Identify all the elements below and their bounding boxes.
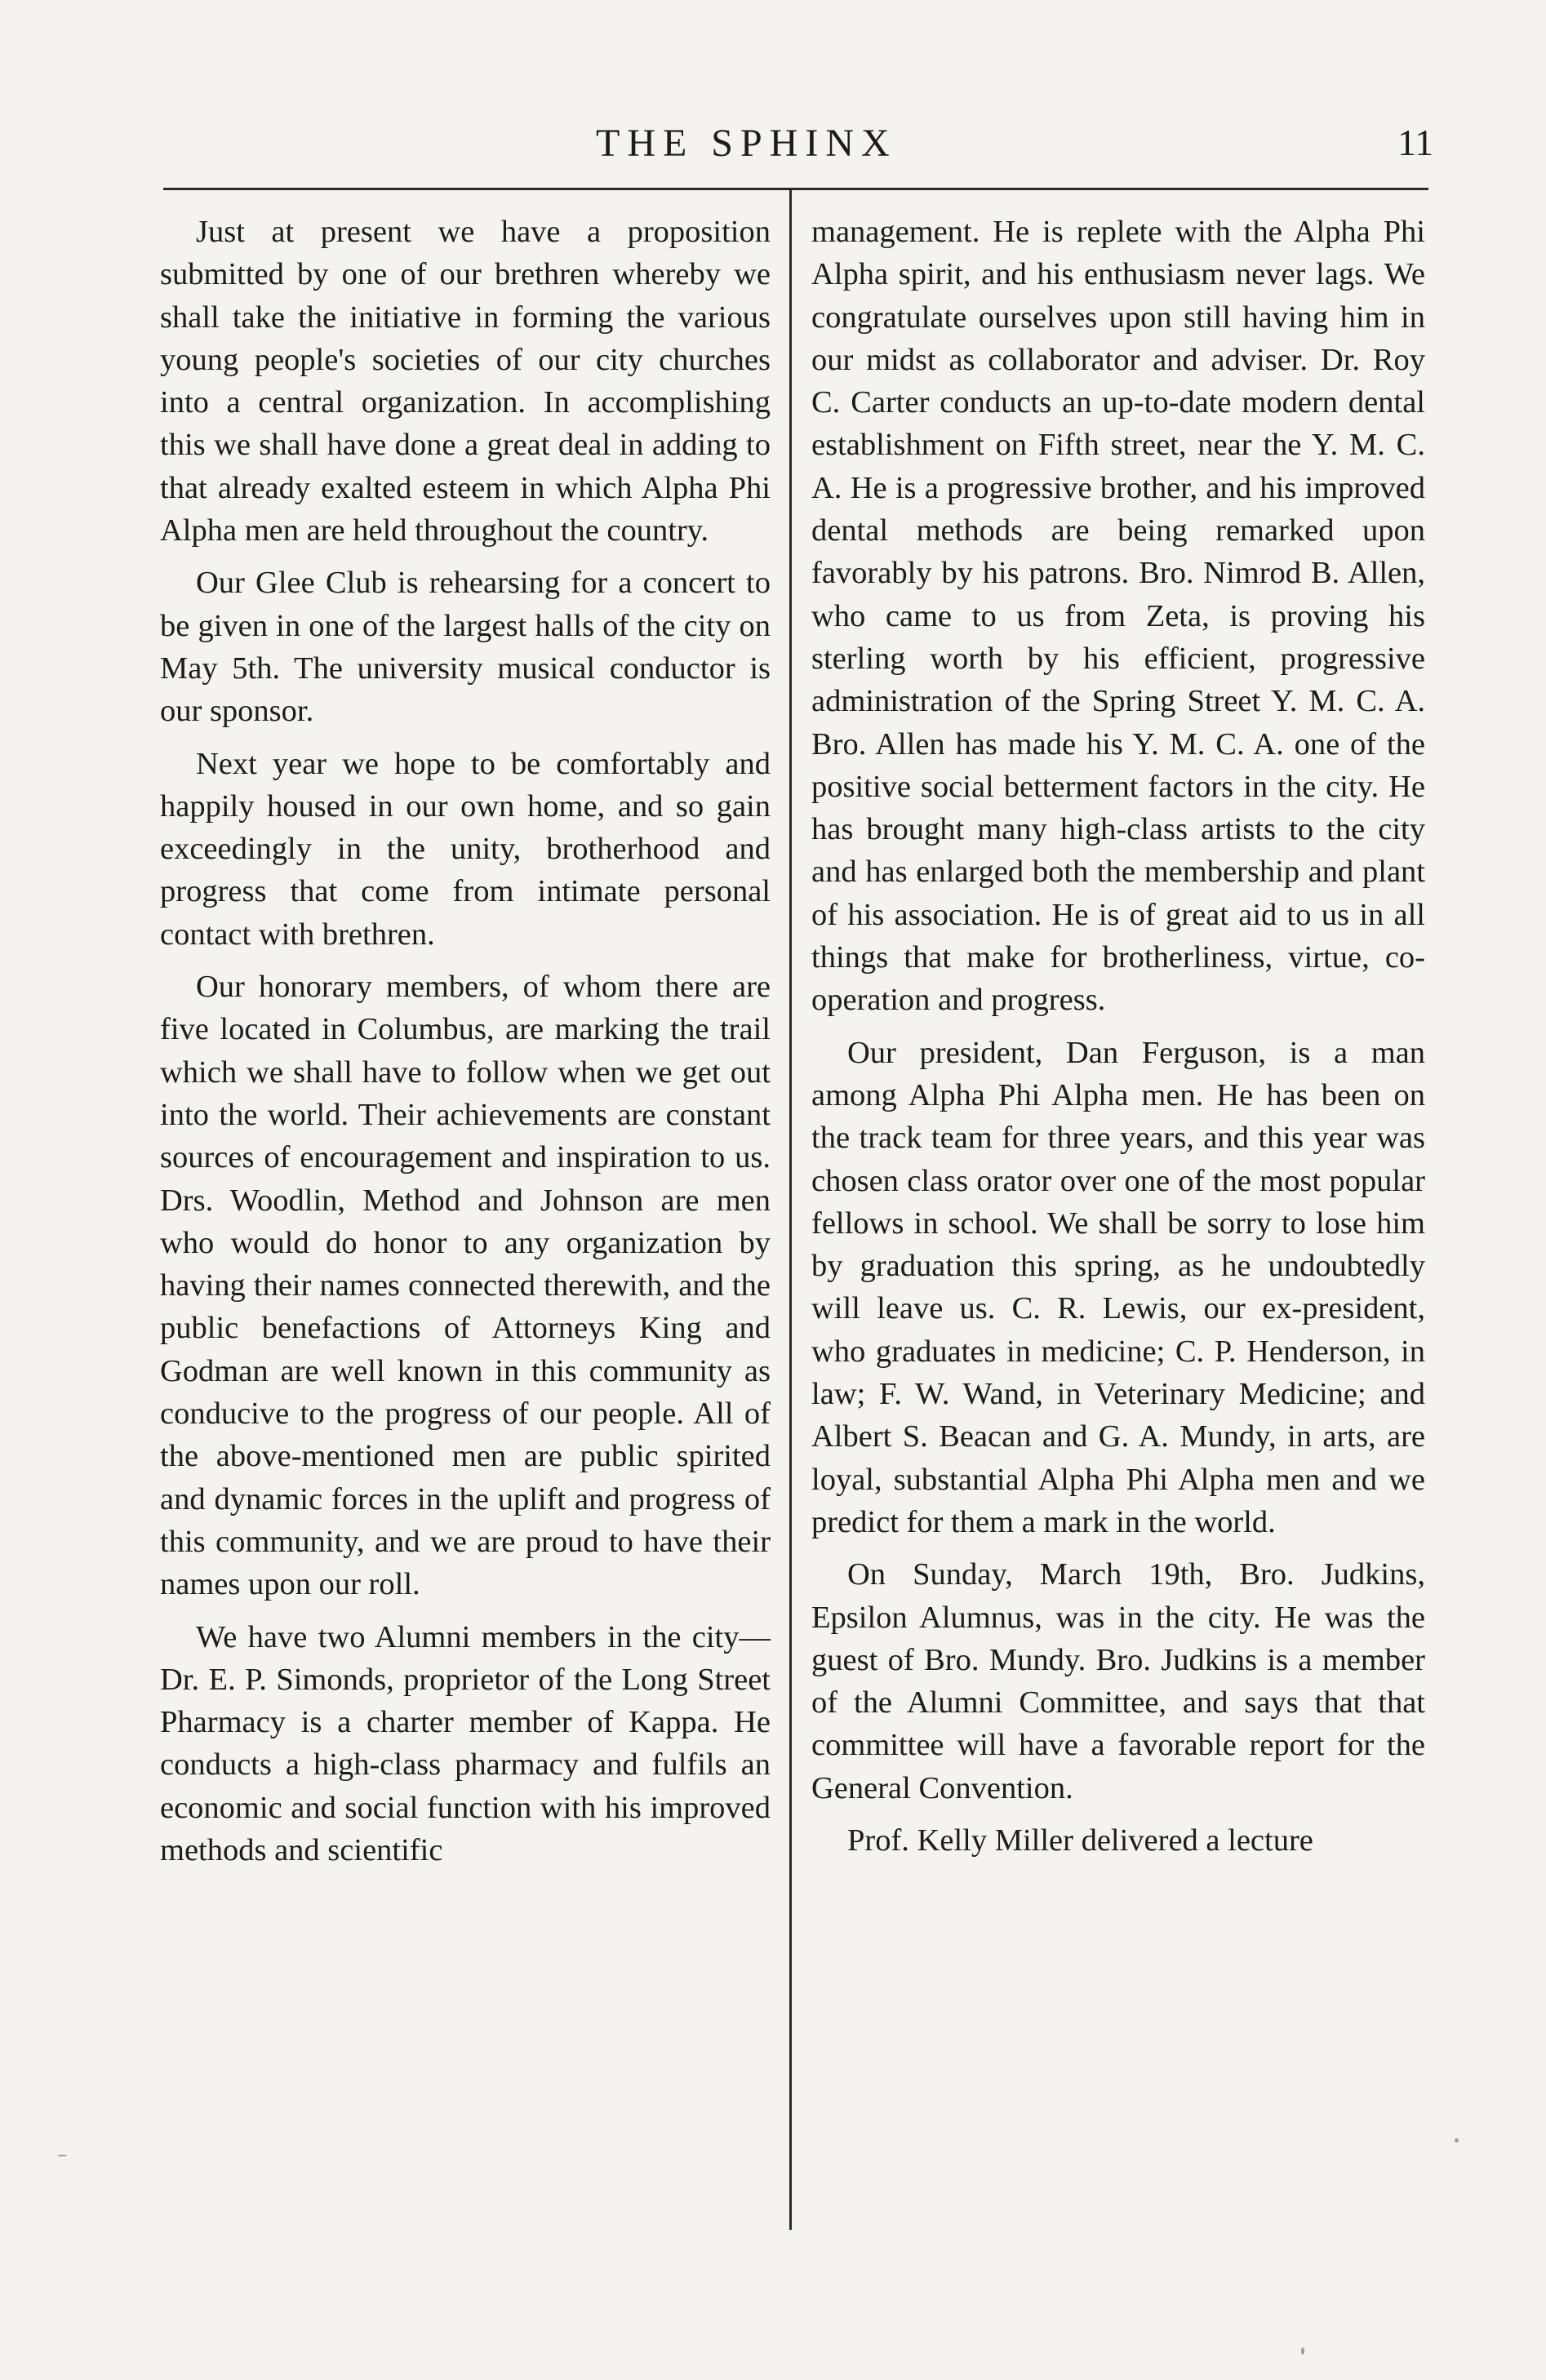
paragraph-proposition: Just at present we have a proposition submitted by one of our brethren whereby we shall take the initiative in forming the various young people's societies of our city churches into a central organization. In accomplishing this we shall have done a great deal in adding to that already exalted esteem in which Alpha Phi Alpha men are held throughout the country. (160, 215, 771, 548)
paragraph-continuation: management. He is replete with the Alpha Phi Alpha spirit, and his enthusiasm never lags. We congratulate ourselves upon still having him in our midst as collaborator and adviser. Dr. Roy C. Carter conducts an up-to-date modern dental establishment on Fifth street, near the Y. M. C. A. He is a progressive brother, and his improved dental methods are being remarked upon favorably by his patrons. Bro. Nimrod B. Allen, who came to us from Zeta, is proving his sterling worth by his efficient, progressive administration of the Spring Street Y. M. C. A. Bro. Allen has made his Y. M. C. A. one of the positive social betterment factors in the city. He has brought many high-class artists to the city and has enlarged both the membership and plant of his association. He is of great aid to us in all things that make for brotherliness, virtue, co-operation and progress. (811, 215, 1425, 1018)
paragraph-president: Our president, Dan Ferguson, is a man among Alpha Phi Alpha men. He has been on the track team for three years, and this year was chosen class orator over one of the most popular fellows in school. We shall be sorry to lose him by graduation this spring, as he undoubtedly will leave us. C. R. Lewis, our ex-president, who graduates in medicine; C. P. Henderson, in law; F. W. Wand, in Veterinary Medicine; and Albert S. Beacan and G. A. Mundy, in arts, are loyal, substantial Alpha Phi Alpha men and we predict for them a mark in the world. (811, 1035, 1425, 1539)
paragraph-alumni-members: We have two Alumni members in the city—Dr. E. P. Simonds, proprietor of the Long Street Pharmacy is a charter member of Kappa. He conducts a high-class pharmacy and fulfils an economic and social function with his improved methods and scientific (160, 1619, 771, 1867)
column-divider (789, 189, 792, 2230)
paragraph-housing: Next year we hope to be comfortably and happily housed in our own home, and so gain exceedingly in the unity, brotherhood and progress that come from intimate personal contact with brethren. (160, 746, 771, 952)
print-speck (1301, 2347, 1304, 2355)
paragraph-kelly-miller: Prof. Kelly Miller delivered a lecture (847, 1823, 1313, 1858)
print-speck (1455, 2138, 1459, 2142)
journal-title: THE SPHINX (596, 122, 897, 165)
left-column (160, 211, 771, 1881)
paragraph-glee-club: Our Glee Club is rehearsing for a concert to be given in one of the largest halls of the city on May 5th. The university musical conductor is our sponsor. (160, 566, 771, 729)
running-head (0, 121, 1546, 178)
right-column (811, 211, 1425, 1872)
header-rule (163, 188, 1428, 190)
print-speck (57, 2155, 67, 2156)
paragraph-honorary-members: Our honorary members, of whom there are five located in Columbus, are marking the trail which we shall have to follow when we get out into the world. Their achievements are constant sources of encouragement and inspiration to us. Drs. Woodlin, Method and Johnson are men who would do honor to any organization by having their names connected therewith, and the public benefactions of Attorneys King and Godman are well known in this community as conducive to the progress of our people. All of the above-mentioned men are public spirited and dynamic forces in the uplift and progress of this community, and we are proud to have their names upon our roll. (160, 970, 771, 1602)
page-number: 11 (1397, 122, 1434, 163)
paragraph-judkins-visit: On Sunday, March 19th, Bro. Judkins, Epsilon Alumnus, was in the city. He was the guest of Bro. Mundy. Bro. Judkins is a member of the Alumni Committee, and says that that committee will have a favorable report for the General Convention. (811, 1557, 1425, 1805)
